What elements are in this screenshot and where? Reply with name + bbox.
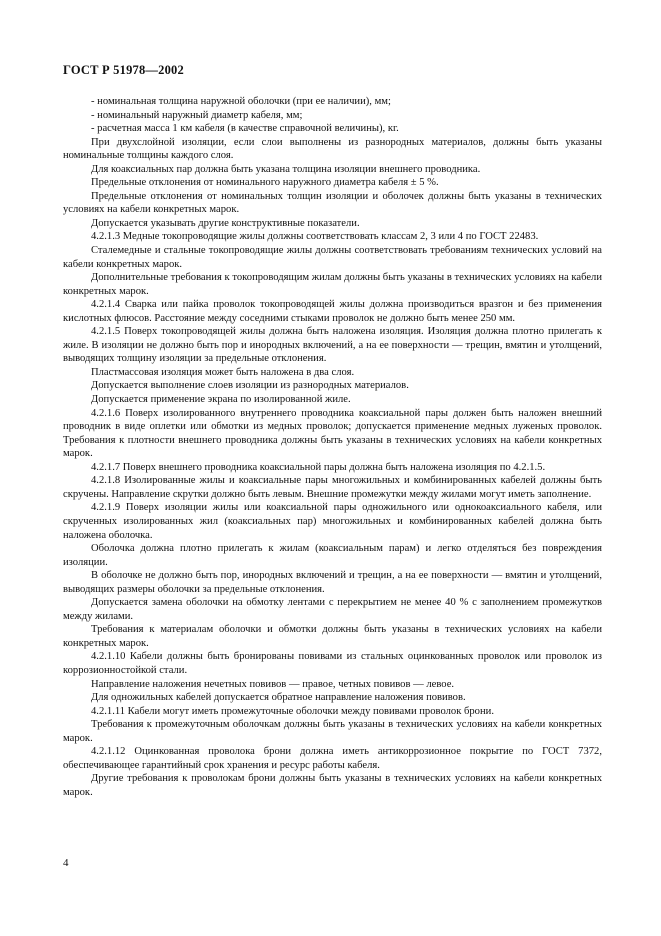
paragraph: Оболочка должна плотно прилегать к жилам (коаксиальным парам) и легко отделяться без повреждения изоляции. [63, 543, 602, 568]
clause-4-2-1-5: 4.2.1.5 Поверх токопроводящей жилы должна быть наложена изоляция. Изоляция должна плотно прилегать к жиле. В изоляции не должно быть пор и инородных включений, а на ее поверхности — трещин, вмятин и утолщений, выводящих толщину изоляции за предельные отклонения. [63, 326, 602, 365]
paragraph: Направление наложения нечетных повивов — правое, четных повивов — левое. [91, 678, 455, 690]
clause-4-2-1-11: 4.2.1.11 Кабели могут иметь промежуточные оболочки между повивами проволок брони. [91, 705, 494, 717]
paragraph: Требования к промежуточным оболочкам должны быть указаны в технических условиях на кабели конкретных марок. [63, 719, 602, 744]
paragraph: Требования к материалам оболочки и обмотки должны быть указаны в технических условиях на кабели конкретных марок. [63, 624, 602, 649]
list-item: - номинальная толщина наружной оболочки (при ее наличии), мм; [91, 96, 391, 107]
paragraph: Для коаксиальных пар должна быть указана толщина изоляции внешнего проводника. [91, 163, 481, 175]
paragraph: Для одножильных кабелей допускается обратное направление наложения повивов. [91, 692, 466, 704]
clause-4-2-1-8: 4.2.1.8 Изолированные жилы и коаксиальные пары многожильных и комбинированных кабелей должны быть скручены. Направление скрутки должно быть левым. Внешние промежутки между жилами могут иметь заполнение. [63, 475, 602, 500]
standard-header: ГОСТ Р 51978—2002 [63, 63, 184, 77]
paragraph: При двухслойной изоляции, если слои выполнены из разнородных материалов, должны быть указаны номинальные толщины каждого слоя. [63, 136, 602, 162]
body-text [63, 95, 602, 799]
clause-4-2-1-12: 4.2.1.12 Оцинкованная проволока брони должна иметь антикоррозионное покрытие по ГОСТ 7372, обеспечивающее гарантийный срок хранения и ресурс работы кабеля. [63, 746, 602, 771]
clause-4-2-1-10: 4.2.1.10 Кабели должны быть бронированы повивами из стальных оцинкованных проволок или проволок из коррозионностойкой стали. [63, 651, 602, 676]
paragraph: В оболочке не должно быть пор, инородных включений и трещин, а на ее поверхности — вмятин и утолщений, выводящих размеры оболочки за предельные отклонения. [63, 570, 602, 595]
list-item: - номинальный наружный диаметр кабеля, мм; [91, 109, 303, 121]
paragraph: Предельные отклонения от номинальных толщин изоляции и оболочек должны быть указаны в технических условиях на кабели конкретных марок. [63, 190, 602, 216]
paragraph: Допускается применение экрана по изолированной жиле. [91, 394, 351, 406]
paragraph: Другие требования к проволокам брони должны быть указаны в технических условиях на кабели конкретных марок. [63, 773, 602, 798]
clause-4-2-1-6: 4.2.1.6 Поверх изолированного внутреннего проводника коаксиальной пары должен быть наложен внешний проводник в виде оплетки или обмотки из медных проволок; допускается применение медных луженых проволок. Требования к плотности внешнего проводника должны быть указаны в технических условиях на кабели конкретных марок. [63, 407, 602, 460]
paragraph: Сталемедные и стальные токопроводящие жилы должны соответствовать требованиям технических условий на кабели конкретных марок. [63, 245, 602, 270]
clause-4-2-1-7: 4.2.1.7 Поверх внешнего проводника коаксиальной пары должна быть наложена изоляция по 4.2.1.5. [91, 461, 546, 473]
page-number: 4 [63, 857, 69, 869]
paragraph: Дополнительные требования к токопроводящим жилам должны быть указаны в технических условиях на кабели конкретных марок. [63, 272, 602, 297]
paragraph: Пластмассовая изоляция может быть наложена в два слоя. [91, 366, 355, 378]
list-item: - расчетная масса 1 км кабеля (в качестве справочной величины), кг. [91, 123, 399, 135]
clause-4-2-1-3: 4.2.1.3 Медные токопроводящие жилы должны соответствовать классам 2, 3 или 4 по ГОСТ 22483. [91, 231, 539, 243]
paragraph: Допускается замена оболочки на обмотку лентами с перекрытием не менее 40 % с заполнением промежутков между жилами. [63, 597, 602, 622]
clause-4-2-1-4: 4.2.1.4 Сварка или пайка проволок токопроводящей жилы должна производиться вразгон и без применения кислотных флюсов. Расстояние между соседними стыками проволок не должно быть менее 250 мм. [63, 299, 602, 324]
paragraph: Допускается выполнение слоев изоляции из разнородных материалов. [91, 380, 409, 392]
paragraph: Предельные отклонения от номинального наружного диаметра кабеля ± 5 %. [91, 177, 439, 189]
clause-4-2-1-9: 4.2.1.9 Поверх изоляции жилы или коаксиальной пары одножильного или однокоаксиального кабеля, или скрученных изолированных жил (коаксиальных пар) многожильных и комбинированных кабелей должна быть наложена оболочка. [63, 502, 602, 541]
paragraph: Допускается указывать другие конструктивные показатели. [91, 217, 360, 229]
